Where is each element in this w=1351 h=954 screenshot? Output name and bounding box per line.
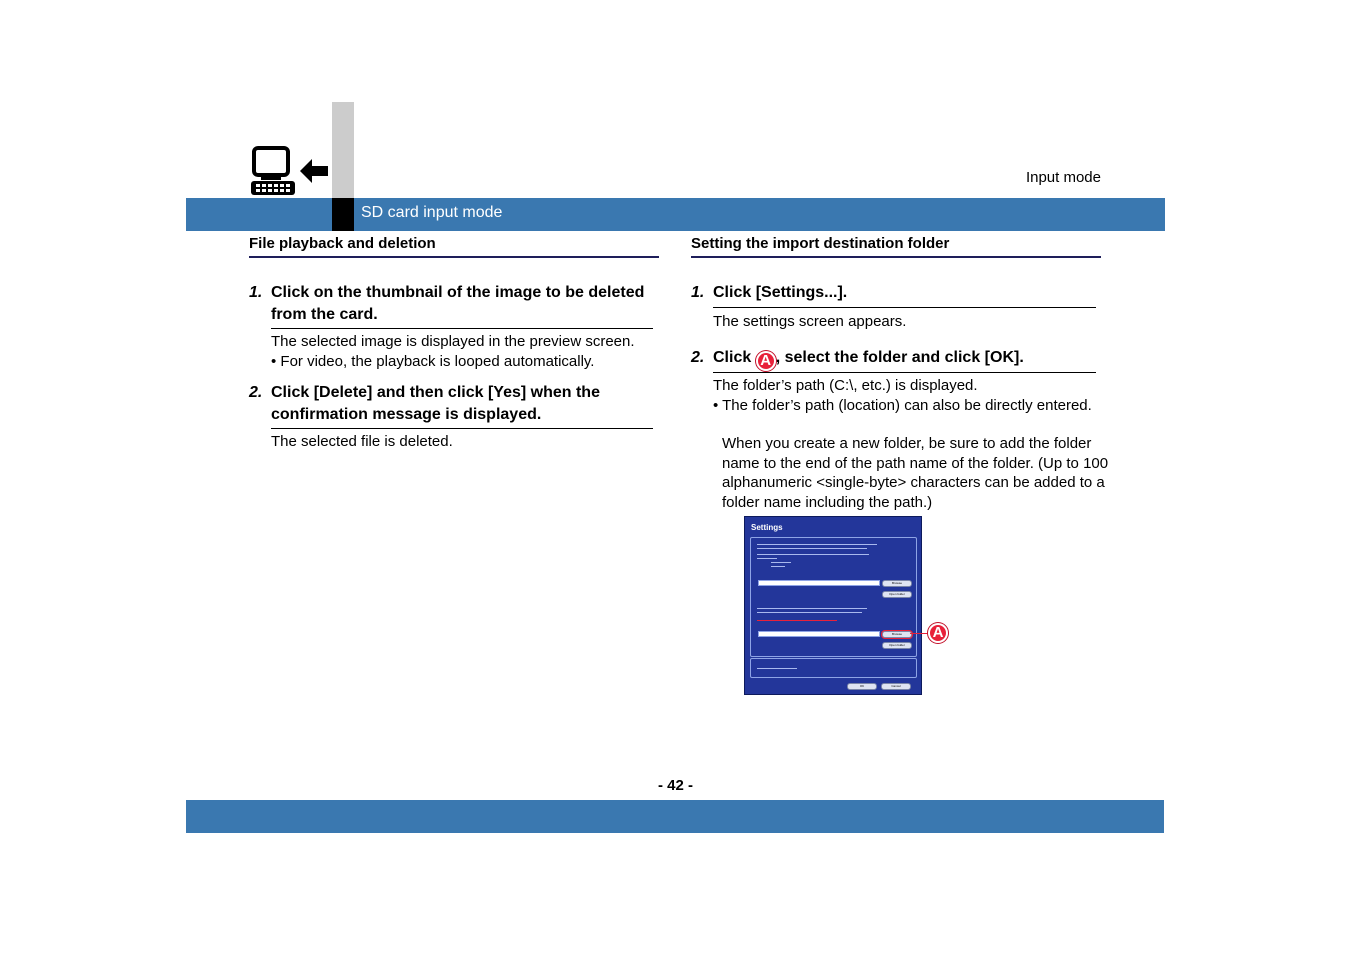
step-rule — [271, 328, 653, 329]
step-rule — [713, 307, 1096, 308]
step-instruction: Click [Delete] and then click [Yes] when the confirmation message is displayed. — [271, 384, 600, 423]
settings-screenshot — [744, 516, 922, 695]
operation-settings-group — [750, 658, 917, 678]
right-column-heading: Setting the import destination folder — [691, 235, 950, 252]
step-result-text: The selected file is deleted. — [271, 433, 453, 450]
step-number: 1. — [691, 284, 705, 301]
step-result-text: The folder’s path (C:\, etc.) is displayed. — [713, 377, 978, 394]
folder-path-field[interactable] — [758, 580, 880, 586]
left-column-heading: File playback and deletion — [249, 235, 436, 252]
step-instruction: Click on the thumbnail of the image to be deleted from the card. — [271, 284, 645, 323]
import-browse-button[interactable]: Browse — [882, 631, 912, 638]
step-number: 2. — [249, 384, 263, 401]
footer-band — [186, 800, 1164, 833]
header-gray-tab — [332, 102, 354, 198]
left-column-rule — [249, 256, 659, 258]
step-number: 1. — [249, 284, 263, 301]
browse-button[interactable]: Browse — [882, 580, 912, 587]
callout-a-marker: A — [756, 351, 776, 371]
step-instruction-start: Click — [713, 349, 752, 366]
header-black-tab — [332, 198, 354, 231]
page-number: - 42 - — [657, 777, 693, 794]
import-folder-path-field[interactable] — [758, 631, 880, 637]
callout-leader-line — [910, 633, 930, 634]
open-folder-button[interactable]: Open folder — [882, 591, 912, 598]
step-note-bullet: • For video, the playback is looped automatically. — [271, 353, 595, 370]
step-number: 2. — [691, 349, 705, 366]
callout-a-label: A — [928, 623, 948, 643]
step-result-text: The selected image is displayed in the preview screen. — [271, 333, 635, 350]
step-note-bullet: • The folder’s path (location) can also be directly entered. — [713, 397, 1092, 414]
step-result-text: The settings screen appears. — [713, 313, 907, 330]
step-instruction-end: , select the folder and click [OK]. — [775, 349, 1024, 366]
import-open-folder-button[interactable]: Open folder — [882, 642, 912, 649]
ok-button[interactable]: OK — [847, 683, 877, 690]
right-column-rule — [691, 256, 1101, 258]
computer-input-icon — [248, 145, 332, 201]
step-instruction — [713, 347, 1103, 371]
step-note-detail: When you create a new folder, be sure to add the folder name to the end of the path name of the folder. (Up to 100 alphanumeric <single-byte> characters can be added to a folder name including the path.) — [722, 435, 1109, 511]
step-rule — [271, 428, 653, 429]
mode-label: Input mode — [1025, 169, 1101, 186]
settings-window-title: Settings — [751, 523, 783, 532]
folder-settings-group — [750, 537, 917, 657]
step-rule — [713, 372, 1096, 373]
step-instruction: Click [Settings...]. — [713, 284, 848, 301]
cancel-button[interactable]: Cancel — [881, 683, 911, 690]
section-title: SD card input mode — [361, 204, 503, 221]
